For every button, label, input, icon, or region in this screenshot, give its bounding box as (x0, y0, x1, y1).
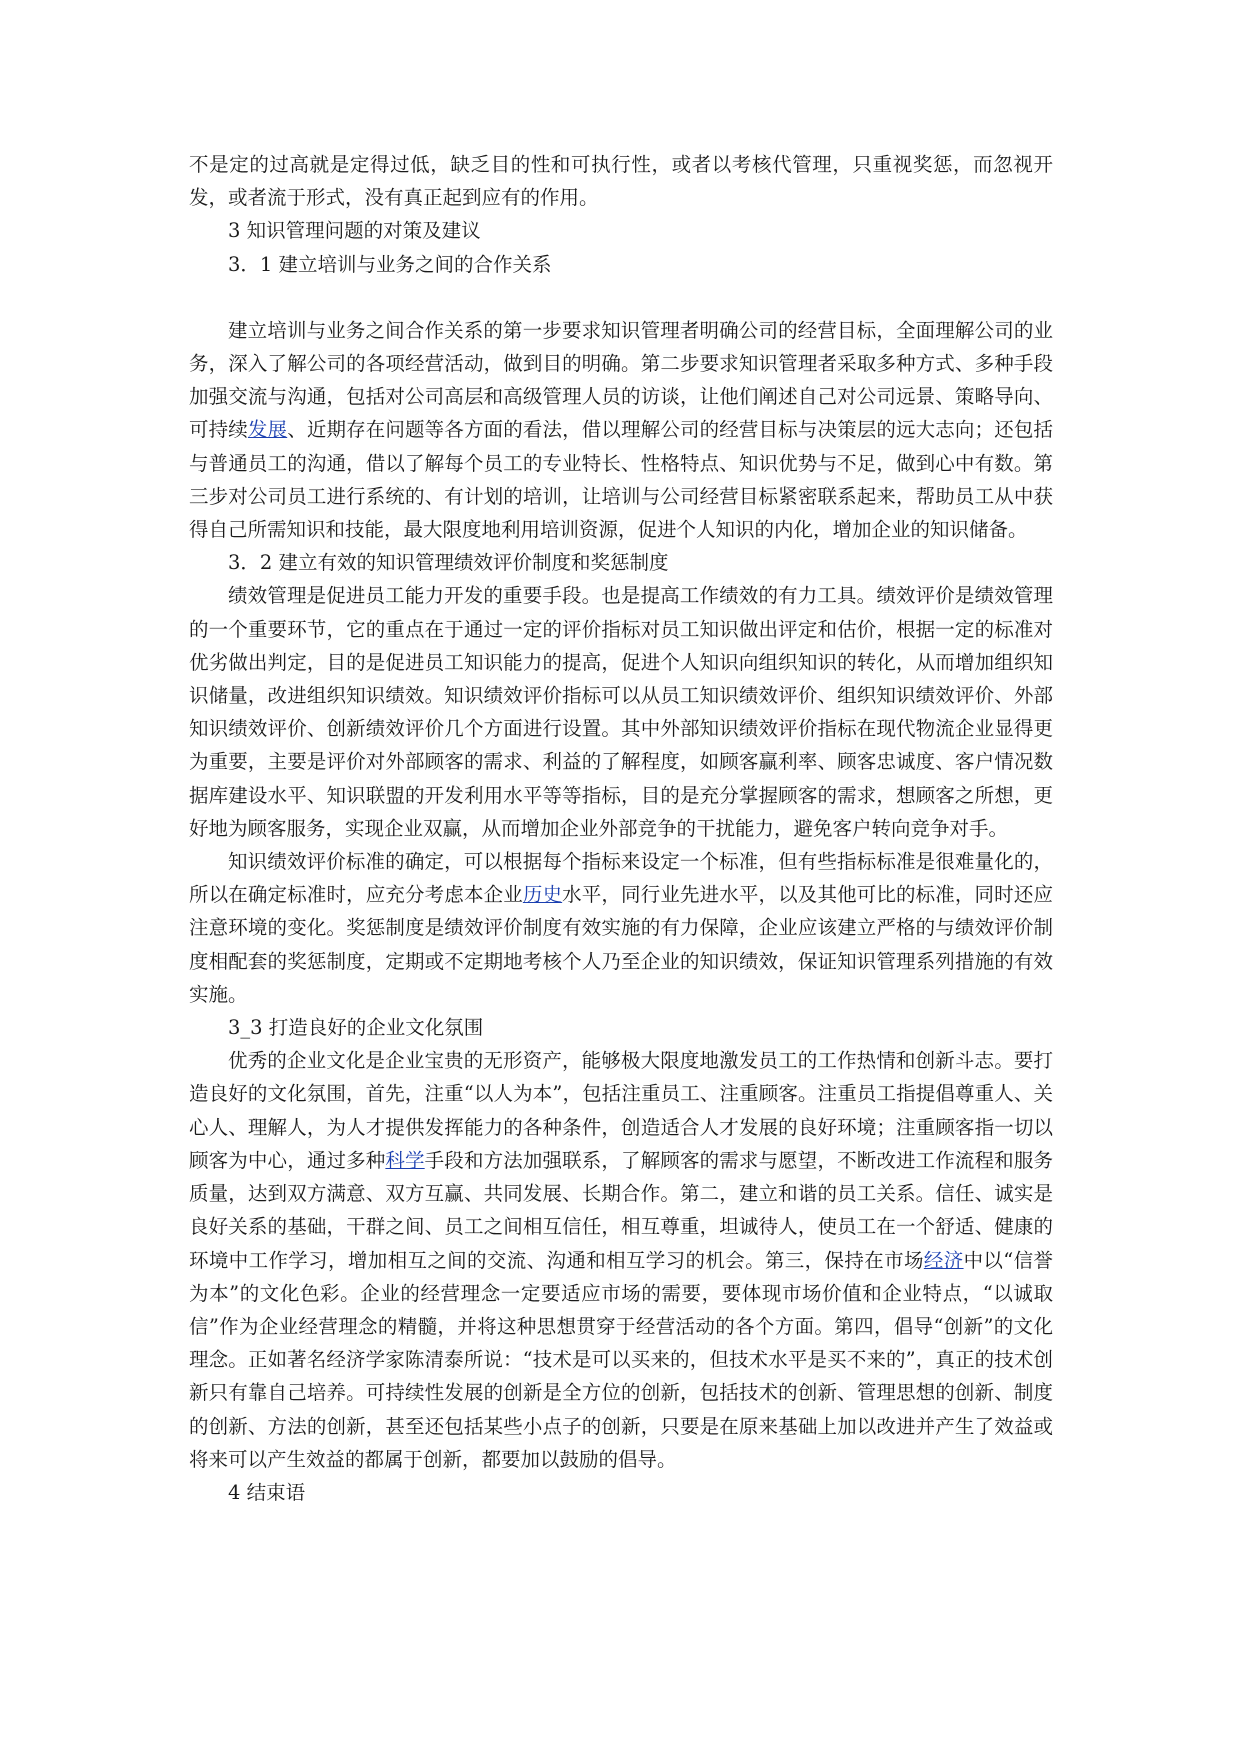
paragraph-evaluation-standard (189, 845, 1053, 1011)
text-segment: 知识绩效评价标准的确定，可以根据每个指标来设定一个标准，但有些指标标准是很难量化的，所以在确定标准时，应充分考虑本企业 (189, 850, 1053, 907)
paragraph-corporate-culture (189, 1044, 1053, 1476)
text-segment: 优秀的企业文化是企业宝贵的无形资产，能够极大限度地激发员工的工作热情和创新斗志。要打造良好的文化氛围，首先，注重“以人为本”，包括注重员工、注重顾客。注重员工指提倡尊重人、关心人、理解人，为人才提供发挥能力的各种条件，创造适合人才发展的良好环境；注重顾客指一切以顾客为中心，通过多种 (189, 1049, 1053, 1172)
link-development[interactable]: 发展 (247, 418, 288, 442)
link-science[interactable]: 科学 (385, 1148, 425, 1172)
paragraph-performance-management: 绩效管理是促进员工能力开发的重要手段。也是提高工作绩效的有力工具。绩效评价是绩效管理的一个重要环节，它的重点在于通过一定的评价指标对员工知识做出评定和估价，根据一定的标准对优劣做出判定，目的是促进员工知识能力的提高，促进个人知识向组织知识的转化，从而增加组织知识储量，改进组织知识绩效。知识绩效评价指标可以从员工知识绩效评价、组织知识绩效评价、外部知识绩效评价、创新绩效评价几个方面进行设置。其中外部知识绩效评价指标在现代物流企业显得更为重要，主要是评价对外部顾客的需求、利益的了解程度，如顾客赢利率、顾客忠诚度、客户情况数据库建设水平、知识联盟的开发利用水平等等指标，目的是充分掌握顾客的需求，想顾客之所想，更好地为顾客服务，实现企业双赢，从而增加企业外部竞争的干扰能力，避免客户转向竞争对手。 (189, 584, 1053, 840)
link-economy[interactable]: 经济 (923, 1248, 964, 1272)
link-history[interactable]: 历史 (522, 883, 563, 907)
paragraph-continuation: 不是定的过高就是定得过低，缺乏目的性和可执行性，或者以考核代管理，只重视奖惩，而忽视开发，或者流于形式，没有真正起到应有的作用。 (189, 153, 1053, 210)
subsection-heading-3-3: 3_3 打造良好的企业文化氛围 (228, 1016, 484, 1040)
text-segment: 手段和方法加强联系，了解顾客的需求与愿望，不断改进工作流程和服务质量，达到双方满意、双方互赢、共同发展、长期合作。第二，建立和谐的员工关系。信任、诚实是良好关系的基础，干群之间、员工之间相互信任，相互尊重，坦诚待人，使员工在一个舒适、健康的环境中工作学习，增加相互之间的交流、沟通和相互学习的机会。第三，保持在市场 (189, 1148, 1053, 1272)
subsection-heading-3-2: 3．2 建立有效的知识管理绩效评价制度和奖惩制度 (228, 551, 669, 575)
subsection-heading-3-1: 3．1 建立培训与业务之间的合作关系 (228, 252, 552, 276)
paragraph-training-cooperation (189, 314, 1053, 546)
text-segment: 中以“信誉为本”的文化色彩。企业的经营理念一定要适应市场的需要，要体现市场价值和企业特点，“以诚取信”作为企业经营理念的精髓，并将这种思想贯穿于经营活动的各个方面。第四，倡导“创新”的文化理念。正如著名经济学家陈清泰所说：“技术是可以买来的，但技术水平是买不来的”，真正的技术创新只有靠自己培养。可持续性发展的创新是全方位的创新，包括技术的创新、管理思想的创新、制度的创新、方法的创新，甚至还包括某些小点子的创新，只要是在原来基础上加以改进并产生了效益或将来可以产生效益的都属于创新，都要加以鼓励的倡导。 (189, 1248, 1053, 1471)
section-heading-4: 4 结束语 (228, 1480, 306, 1504)
blank-line (189, 281, 1053, 314)
text-segment: 、近期存在问题等各方面的看法，借以理解公司的经营目标与决策层的远大志向；还包括与普通员工的沟通，借以了解每个员工的专业特长、性格特点、知识优势与不足，做到心中有数。第三步对公司员工进行系统的、有计划的培训，让培训与公司经营目标紧密联系起来，帮助员工从中获得自己所需知识和技能，最大限度地利用培训资源，促进个人知识的内化，增加企业的知识储备。 (189, 418, 1053, 542)
text-segment: 水平，同行业先进水平，以及其他可比的标准，同时还应注意环境的变化。奖惩制度是绩效评价制度有效实施的有力保障，企业应该建立严格的与绩效评价制度相配套的奖惩制度，定期或不定期地考核个人乃至企业的知识绩效，保证知识管理系列措施的有效实施。 (189, 883, 1053, 1006)
section-heading-3: 3 知识管理问题的对策及建议 (228, 219, 481, 243)
text-segment: 建立培训与业务之间合作关系的第一步要求知识管理者明确公司的经营目标，全面理解公司的业务，深入了解公司的各项经营活动，做到目的明确。第二步要求知识管理者采取多种方式、多种手段加强交流与沟通，包括对公司高层和高级管理人员的访谈，让他们阐述自己对公司远景、策略导向、可持续 (189, 318, 1053, 442)
document-page (189, 148, 1053, 1509)
